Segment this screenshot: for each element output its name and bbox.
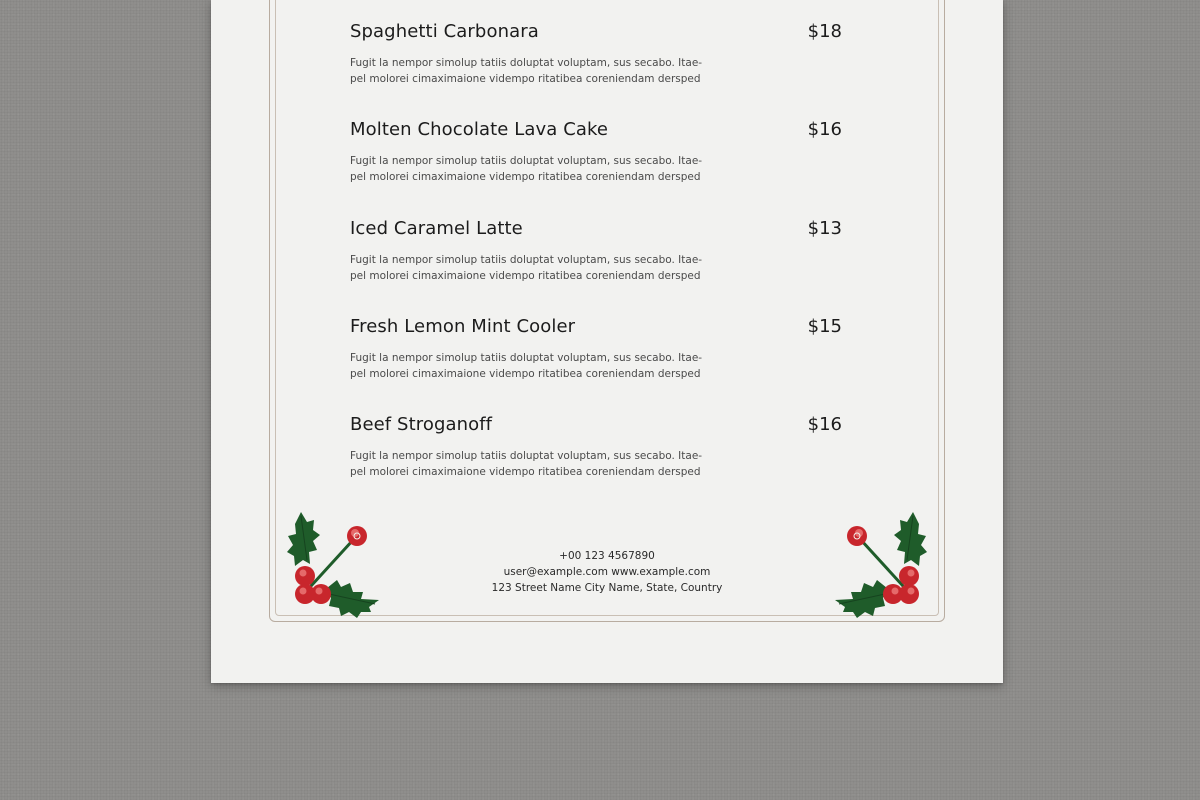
item-price: $16 <box>807 414 842 435</box>
menu-page <box>211 0 1003 683</box>
description-line: pel molorei cimaximaione vidempo ritatibea coreniendam dersped <box>350 73 701 85</box>
item-price: $15 <box>807 316 842 337</box>
item-name: Iced Caramel Latte <box>350 218 523 239</box>
item-price: $18 <box>807 21 842 42</box>
item-description <box>350 350 710 382</box>
description-line: Fugit la nempor simolup tatiis doluptat voluptam, sus secabo. Itae- <box>350 352 703 364</box>
item-name: Fresh Lemon Mint Cooler <box>350 316 576 337</box>
item-price: $13 <box>807 218 842 239</box>
description-line: pel molorei cimaximaione vidempo ritatibea coreniendam dersped <box>350 466 701 478</box>
item-name: Molten Chocolate Lava Cake <box>350 119 609 140</box>
contact-address: 123 Street Name City Name, State, Country <box>491 582 723 594</box>
contact-phone: +00 123 4567890 <box>559 550 655 562</box>
description-line: pel molorei cimaximaione vidempo ritatibea coreniendam dersped <box>350 270 701 282</box>
description-line: Fugit la nempor simolup tatiis doluptat voluptam, sus secabo. Itae- <box>350 254 703 266</box>
item-description <box>350 448 710 480</box>
item-price: $16 <box>807 119 842 140</box>
description-line: Fugit la nempor simolup tatiis doluptat voluptam, sus secabo. Itae- <box>350 155 703 167</box>
item-description <box>350 55 710 87</box>
contact-email-web: user@example.com www.example.com <box>503 566 711 578</box>
item-name: Beef Stroganoff <box>350 414 493 435</box>
description-line: Fugit la nempor simolup tatiis doluptat voluptam, sus secabo. Itae- <box>350 450 703 462</box>
description-line: pel molorei cimaximaione vidempo ritatibea coreniendam dersped <box>350 368 701 380</box>
item-description <box>350 252 710 284</box>
description-line: pel molorei cimaximaione vidempo ritatibea coreniendam dersped <box>350 171 701 183</box>
contact-info <box>211 548 1003 596</box>
item-name: Spaghetti Carbonara <box>350 21 539 42</box>
item-description <box>350 153 710 185</box>
description-line: Fugit la nempor simolup tatiis doluptat voluptam, sus secabo. Itae- <box>350 57 703 69</box>
